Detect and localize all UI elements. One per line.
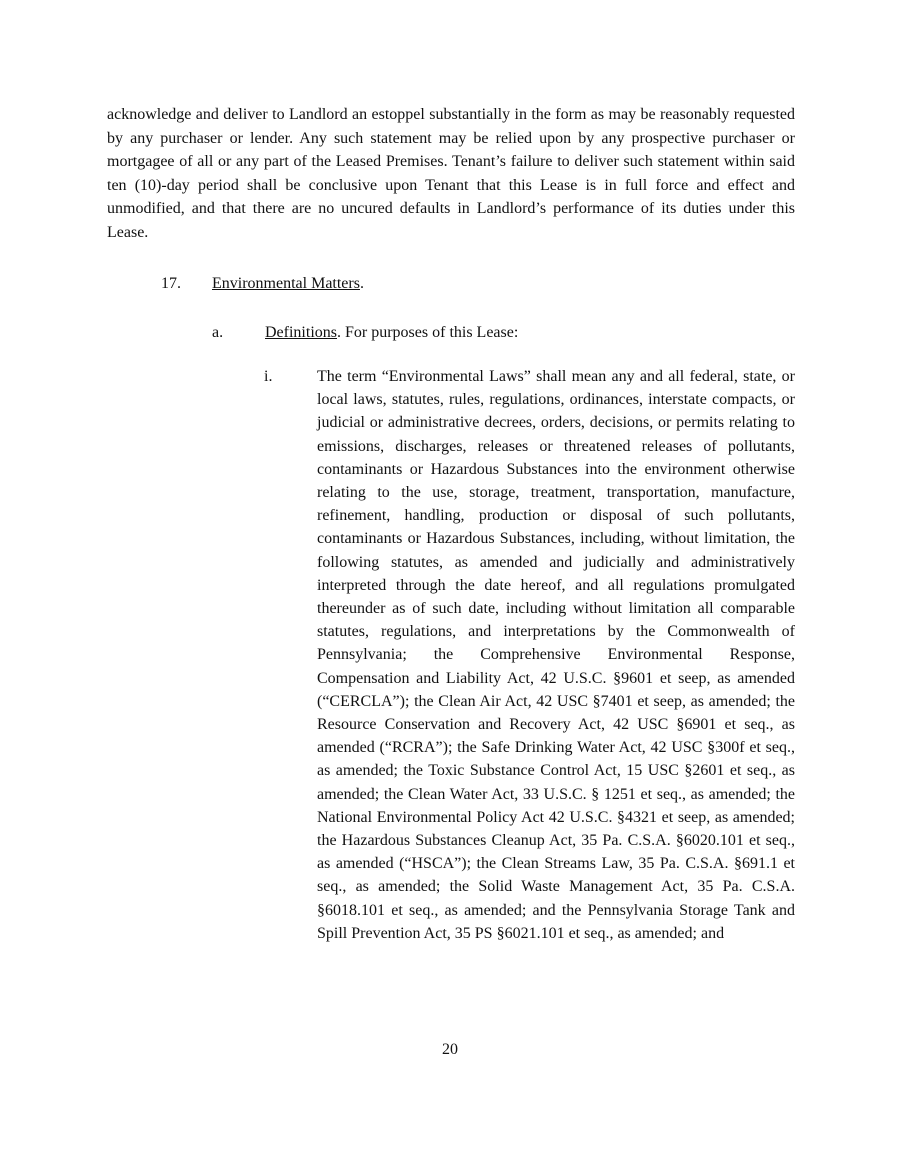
subsection-heading: Definitions bbox=[265, 324, 337, 341]
item-label: i. bbox=[264, 368, 273, 385]
subsection-label: a. bbox=[212, 324, 224, 341]
subsection-body bbox=[265, 321, 518, 345]
subsection-text: . For purposes of this Lease: bbox=[337, 324, 519, 341]
section-title: Environmental Matters bbox=[212, 275, 360, 292]
continuation-paragraph: acknowledge and deliver to Landlord an estoppel substantially in the form as may be reasonably requested by any purchaser or lender. Any such statement may be relied upon by any prospective purchaser or mortgagee of all or any part of the Leased Premises. Tenant’s failure to deliver such statement within said ten (10)-day period shall be conclusive upon Tenant that this Lease is in full force and effect and unmodified, and that there are no uncured defaults in Landlord’s performance of its duties under this Lease. bbox=[107, 106, 795, 241]
page-number: 20 bbox=[442, 1041, 458, 1058]
section-title-period: . bbox=[359, 275, 364, 292]
item-text: The term “Environmental Laws” shall mean any and all federal, state, or local laws, statutes, rules, regulations, ordinances, interstate compacts, or judicial or administrative decrees, orders, decisions, or permits relating to emissions, discharges, releases or threatened releases of pollutants, contaminants or Hazardous Substances into the environment otherwise relating to the use, storage, treatment, transportation, manufacture, refinement, handling, production or disposal of such pollutants, contaminants or Hazardous Substances, including, without limitation, the following statutes, as amended and judicially and administratively interpreted through the date hereof, and all regulations promulgated thereunder as of such date, including without limitation all comparable statutes, regulations, and interpretations by the Commonwealth of Pennsylvania; the Comprehensive Environmental Response, Compensation and Liability Act, 42 U.S.C. §9601 et seep, as amended (“CERCLA”); the Clean Air Act, 42 USC §7401 et seep, as amended; the Resource Conservation and Recovery Act, 42 USC §6901 et seq., as amended (“RCRA”); the Safe Drinking Water Act, 42 USC §300f et seq., as amended; the Toxic Substance Control Act, 15 USC §2601 et seq., as amended; the Clean Water Act, 33 U.S.C. § 1251 et seq., as amended; the National Environmental Policy Act 42 U.S.C. §4321 et seep, as amended; the Hazardous Substances Cleanup Act, 35 Pa. C.S.A. §6020.101 et seq., as amended (“HSCA”); the Clean Streams Law, 35 Pa. C.S.A. §691.1 et seq., as amended; the Solid Waste Management Act, 35 Pa. C.S.A. §6018.101 et seq., as amended; and the Pennsylvania Storage Tank and Spill Prevention Act, 35 PS §6021.101 et seq., as amended; and bbox=[317, 368, 795, 942]
section-title-wrapper bbox=[212, 272, 364, 296]
section-number: 17. bbox=[161, 275, 181, 292]
